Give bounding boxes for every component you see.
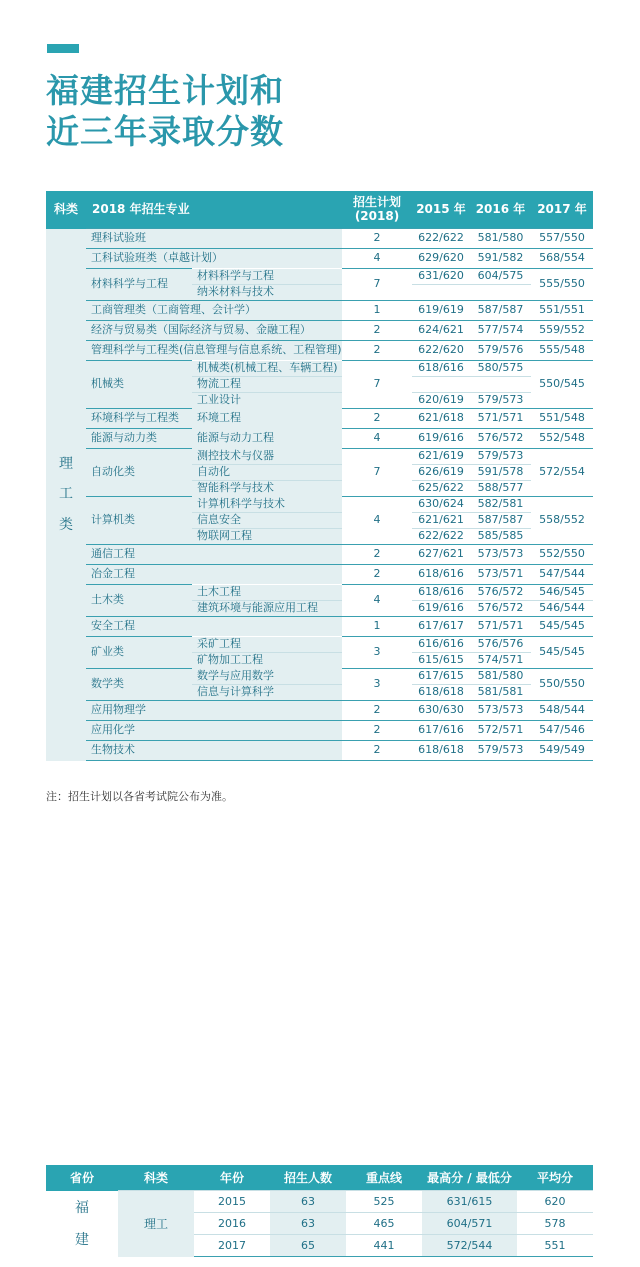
- table-row: [46, 229, 593, 249]
- score-2017-cell: 572/554: [531, 449, 593, 497]
- score-2015-cell: 618/618: [412, 741, 470, 761]
- score-2015-cell: 618/618: [412, 685, 470, 701]
- sub-major-cell: 自动化: [192, 465, 342, 481]
- major-cell: 能源与动力类: [86, 429, 192, 449]
- plan-count-cell: 7: [342, 361, 412, 409]
- score-2016-cell: 580/575: [470, 361, 531, 377]
- score-2015-cell: 620/619: [412, 393, 470, 409]
- plan-count-cell: 2: [342, 409, 412, 429]
- score-2017-cell: 551/548: [531, 409, 593, 429]
- table-row: [46, 249, 593, 269]
- major-cell: 经济与贸易类（国际经济与贸易、金融工程）: [86, 321, 342, 341]
- score-2015-cell: 615/615: [412, 653, 470, 669]
- score-2017-cell: 552/550: [531, 545, 593, 565]
- score-2017-cell: 559/552: [531, 321, 593, 341]
- bottom-header-row: [46, 1165, 593, 1191]
- score-2015-cell: 630/624: [412, 497, 470, 513]
- score-2015-cell: 617/617: [412, 617, 470, 637]
- major-cell: 数学类: [86, 669, 192, 701]
- table-row: [46, 669, 593, 685]
- header-2015: 2015 年: [412, 191, 470, 229]
- page-title: [46, 70, 284, 152]
- sub-major-cell: 测控技术与仪器: [192, 449, 342, 465]
- bottom-header-count: 招生人数: [270, 1165, 346, 1191]
- score-2016-cell: 587/587: [470, 513, 531, 529]
- major-cell: 管理科学与工程类(信息管理与信息系统、工程管理): [86, 341, 342, 361]
- major-cell: 通信工程: [86, 545, 342, 565]
- sub-major-cell: 能源与动力工程: [192, 429, 342, 449]
- major-cell: 冶金工程: [86, 565, 342, 585]
- score-2016-cell: 571/571: [470, 409, 531, 429]
- score-2015-cell: 624/621: [412, 321, 470, 341]
- bottom-header-category: 科类: [118, 1165, 194, 1191]
- table-row: [46, 637, 593, 653]
- score-2016-cell: 579/573: [470, 393, 531, 409]
- table-row: [46, 741, 593, 761]
- score-2015-cell: 617/615: [412, 669, 470, 685]
- score-2016-cell: 574/571: [470, 653, 531, 669]
- plan-count-cell: 2: [342, 229, 412, 249]
- table-row: [46, 429, 593, 449]
- major-cell: 土木类: [86, 585, 192, 617]
- sub-major-cell: 信息与计算科学: [192, 685, 342, 701]
- header-major: 2018 年招生专业: [86, 191, 342, 229]
- score-2017-cell: 557/550: [531, 229, 593, 249]
- score-2016-cell: 573/573: [470, 545, 531, 565]
- plan-count-cell: 2: [342, 741, 412, 761]
- score-2016-cell: 576/572: [470, 601, 531, 617]
- plan-count-cell: 4: [342, 497, 412, 545]
- table-row: [46, 617, 593, 637]
- major-cell: 矿业类: [86, 637, 192, 669]
- table-header-row: [46, 191, 593, 229]
- score-2015-cell: 619/616: [412, 429, 470, 449]
- category-cell: 理工: [118, 1191, 194, 1257]
- header-plan: [342, 191, 412, 229]
- table-row: [46, 449, 593, 465]
- sub-major-cell: 计算机科学与技术: [192, 497, 342, 513]
- major-cell: 材料科学与工程: [86, 269, 192, 301]
- plan-count-cell: 3: [342, 637, 412, 669]
- table-row: [46, 497, 593, 513]
- plan-count-cell: 3: [342, 669, 412, 701]
- table-row: [46, 545, 593, 565]
- table-row: [46, 721, 593, 741]
- province-cell: [46, 1191, 118, 1257]
- score-2017-cell: 568/554: [531, 249, 593, 269]
- category-char: 理: [59, 456, 73, 473]
- sub-major-cell: 机械类(机械工程、车辆工程): [192, 361, 342, 377]
- score-2016-cell: 604/575: [470, 269, 531, 285]
- sub-major-cell: 土木工程: [192, 585, 342, 601]
- score-2016-cell: 576/572: [470, 429, 531, 449]
- score-2017-cell: 555/548: [531, 341, 593, 361]
- major-cell: 生物技术: [86, 741, 342, 761]
- table-row: [46, 301, 593, 321]
- score-2015-cell: 630/630: [412, 701, 470, 721]
- score-2016-cell: 591/578: [470, 465, 531, 481]
- max-min-cell: 572/544: [422, 1235, 517, 1257]
- plan-count-cell: 2: [342, 321, 412, 341]
- title-line-2: 近三年录取分数: [46, 112, 284, 151]
- major-cell: 工商管理类（工商管理、会计学）: [86, 301, 342, 321]
- score-2017-cell: 548/544: [531, 701, 593, 721]
- category-char: 类: [59, 516, 73, 533]
- score-2015-cell: 619/616: [412, 601, 470, 617]
- score-2017-cell: 552/548: [531, 429, 593, 449]
- major-cell: 理科试验班: [86, 229, 342, 249]
- score-2016-cell: 581/580: [470, 669, 531, 685]
- score-2017-cell: 550/545: [531, 361, 593, 409]
- score-2016-cell: [470, 377, 531, 393]
- major-cell: 环境科学与工程类: [86, 409, 192, 429]
- table-row: [46, 341, 593, 361]
- table-row: [46, 321, 593, 341]
- plan-count-cell: 2: [342, 545, 412, 565]
- bottom-header-province: 省份: [46, 1165, 118, 1191]
- score-2016-cell: 579/576: [470, 341, 531, 361]
- title-line-1: 福建招生计划和: [46, 71, 284, 110]
- max-min-cell: 604/571: [422, 1213, 517, 1235]
- score-2017-cell: 545/545: [531, 637, 593, 669]
- count-cell: 65: [270, 1235, 346, 1257]
- sub-major-cell: 智能科学与技术: [192, 481, 342, 497]
- score-2016-cell: 579/573: [470, 741, 531, 761]
- major-cell: 安全工程: [86, 617, 342, 637]
- table-row: [46, 585, 593, 601]
- major-cell: 工科试验班类（卓越计划）: [86, 249, 342, 269]
- bottom-header-average: 平均分: [517, 1165, 593, 1191]
- year-cell: 2017: [194, 1235, 270, 1257]
- bottom-header-year: 年份: [194, 1165, 270, 1191]
- average-cell: 578: [517, 1213, 593, 1235]
- score-2016-cell: 581/581: [470, 685, 531, 701]
- table-row: [46, 361, 593, 377]
- score-2015-cell: 626/619: [412, 465, 470, 481]
- plan-count-cell: 2: [342, 701, 412, 721]
- plan-count-cell: 1: [342, 301, 412, 321]
- key-line-cell: 441: [346, 1235, 422, 1257]
- fujian-score-table: [46, 1165, 593, 1257]
- score-2016-cell: 581/580: [470, 229, 531, 249]
- score-2016-cell: 571/571: [470, 617, 531, 637]
- key-line-cell: 525: [346, 1191, 422, 1213]
- plan-count-cell: 7: [342, 449, 412, 497]
- table-row: [46, 565, 593, 585]
- score-2015-cell: [412, 377, 470, 393]
- score-2015-cell: 618/616: [412, 585, 470, 601]
- average-cell: 620: [517, 1191, 593, 1213]
- sub-major-cell: 数学与应用数学: [192, 669, 342, 685]
- score-2015-cell: 621/621: [412, 513, 470, 529]
- sub-major-cell: 建筑环境与能源应用工程: [192, 601, 342, 617]
- score-2016-cell: 572/571: [470, 721, 531, 741]
- average-cell: 551: [517, 1235, 593, 1257]
- score-2017-cell: 545/545: [531, 617, 593, 637]
- score-2015-cell: 625/622: [412, 481, 470, 497]
- plan-count-cell: 7: [342, 269, 412, 301]
- score-2015-cell: 619/619: [412, 301, 470, 321]
- header-2016: 2016 年: [470, 191, 531, 229]
- table-row: [46, 269, 593, 285]
- year-cell: 2015: [194, 1191, 270, 1213]
- score-2016-cell: 587/587: [470, 301, 531, 321]
- score-2016-cell: 579/573: [470, 449, 531, 465]
- sub-major-cell: 工业设计: [192, 393, 342, 409]
- score-2017-cell: 555/550: [531, 269, 593, 301]
- score-2015-cell: 617/616: [412, 721, 470, 741]
- score-2015-cell: 627/621: [412, 545, 470, 565]
- score-2017-cell: 547/544: [531, 565, 593, 585]
- table-row: [46, 701, 593, 721]
- sub-major-cell: 物联网工程: [192, 529, 342, 545]
- plan-count-cell: 4: [342, 585, 412, 617]
- header-2017: 2017 年: [531, 191, 593, 229]
- table-row: [46, 1191, 593, 1213]
- sub-major-cell: 材料科学与工程: [192, 269, 342, 285]
- major-cell: 应用化学: [86, 721, 342, 741]
- score-2016-cell: 577/574: [470, 321, 531, 341]
- score-2015-cell: 622/622: [412, 529, 470, 545]
- score-2015-cell: 616/616: [412, 637, 470, 653]
- year-cell: 2016: [194, 1213, 270, 1235]
- category-char: 工: [59, 486, 73, 503]
- category-cell: [46, 229, 86, 761]
- score-2017-cell: 550/550: [531, 669, 593, 701]
- key-line-cell: 465: [346, 1213, 422, 1235]
- plan-count-cell: 2: [342, 721, 412, 741]
- score-2015-cell: [412, 285, 470, 301]
- score-2015-cell: 629/620: [412, 249, 470, 269]
- count-cell: 63: [270, 1213, 346, 1235]
- score-2016-cell: 591/582: [470, 249, 531, 269]
- score-2017-cell: 546/544: [531, 601, 593, 617]
- major-cell: 应用物理学: [86, 701, 342, 721]
- table-row: [46, 409, 593, 429]
- score-2016-cell: 576/572: [470, 585, 531, 601]
- major-cell: 自动化类: [86, 449, 192, 497]
- sub-major-cell: 物流工程: [192, 377, 342, 393]
- score-2015-cell: 631/620: [412, 269, 470, 285]
- score-2015-cell: 622/622: [412, 229, 470, 249]
- score-2016-cell: 582/581: [470, 497, 531, 513]
- sub-major-cell: 纳米材料与技术: [192, 285, 342, 301]
- score-2015-cell: 621/618: [412, 409, 470, 429]
- sub-major-cell: 信息安全: [192, 513, 342, 529]
- score-2017-cell: 558/552: [531, 497, 593, 545]
- score-2016-cell: 588/577: [470, 481, 531, 497]
- score-2015-cell: 621/619: [412, 449, 470, 465]
- score-2017-cell: 551/551: [531, 301, 593, 321]
- max-min-cell: 631/615: [422, 1191, 517, 1213]
- accent-bar: [47, 44, 79, 53]
- major-cell: 机械类: [86, 361, 192, 409]
- header-plan-line-2: (2018): [354, 208, 400, 223]
- score-2015-cell: 622/620: [412, 341, 470, 361]
- plan-count-cell: 2: [342, 565, 412, 585]
- score-2017-cell: 546/545: [531, 585, 593, 601]
- major-cell: 计算机类: [86, 497, 192, 545]
- bottom-header-key-line: 重点线: [346, 1165, 422, 1191]
- plan-count-cell: 2: [342, 341, 412, 361]
- plan-count-cell: 1: [342, 617, 412, 637]
- header-plan-line-1: 招生计划: [352, 194, 401, 209]
- score-2015-cell: 618/616: [412, 361, 470, 377]
- admission-plan-table: [46, 191, 593, 761]
- score-2016-cell: [470, 285, 531, 301]
- sub-major-cell: 矿物加工工程: [192, 653, 342, 669]
- count-cell: 63: [270, 1191, 346, 1213]
- header-category: 科类: [46, 191, 86, 229]
- plan-count-cell: 4: [342, 429, 412, 449]
- score-2016-cell: 573/573: [470, 701, 531, 721]
- sub-major-cell: 环境工程: [192, 409, 342, 429]
- score-2016-cell: 573/571: [470, 565, 531, 585]
- plan-count-cell: 4: [342, 249, 412, 269]
- footnote: 注：招生计划以各省考试院公布为准。: [46, 790, 233, 803]
- province-char: 建: [75, 1231, 89, 1248]
- province-char: 福: [75, 1199, 89, 1216]
- admission-plan-body: [46, 229, 593, 761]
- score-2016-cell: 576/576: [470, 637, 531, 653]
- bottom-header-max-min: 最高分 / 最低分: [422, 1165, 517, 1191]
- sub-major-cell: 采矿工程: [192, 637, 342, 653]
- score-2017-cell: 547/546: [531, 721, 593, 741]
- score-2017-cell: 549/549: [531, 741, 593, 761]
- score-2015-cell: 618/616: [412, 565, 470, 585]
- score-2016-cell: 585/585: [470, 529, 531, 545]
